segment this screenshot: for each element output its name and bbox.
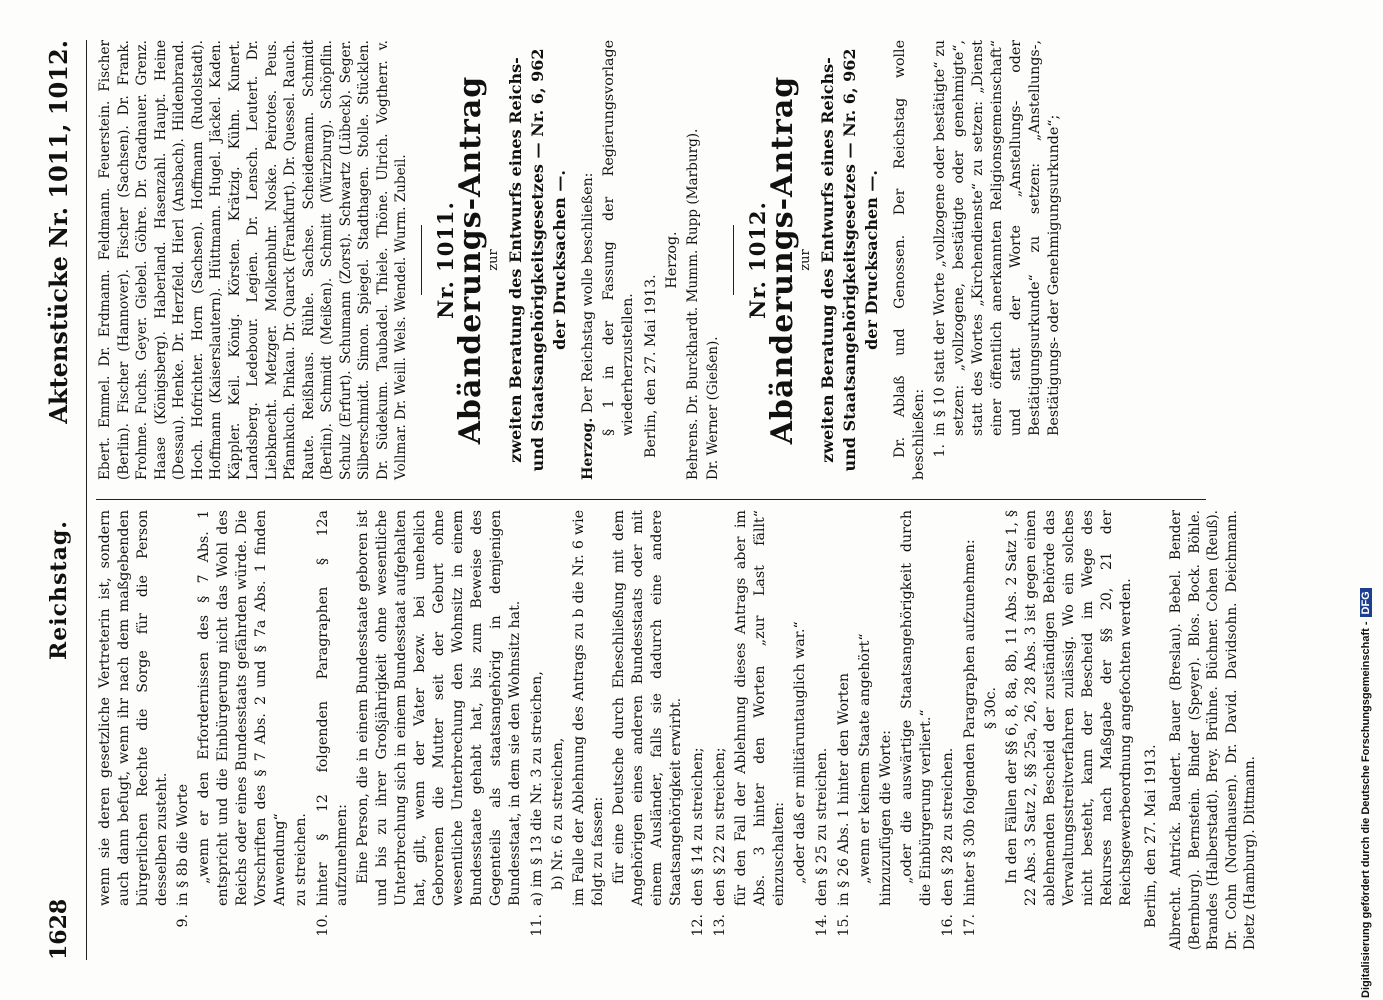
motion-text: Dr. Ablaß und Genossen. Der Reichstag wolle beschließen: bbox=[891, 40, 927, 480]
motion-sig-line-2: Dr. Werner (Gießen). bbox=[705, 336, 721, 480]
motion-subject: zweiten Beratung des Entwurfs eines Reichs- und Staatsangehörigkeitsgesetzes — Nr. 6, 962 der Drucksachen —. bbox=[817, 48, 881, 472]
motion-number: Nr. 1012. bbox=[744, 201, 770, 319]
item-number: 12. bbox=[690, 914, 706, 937]
item-quote-2: „oder die auswärtige Staatsangehörigkeit durch die Einbürgerung verliert.“ bbox=[899, 510, 934, 906]
item-text: hinter § 30b folgenden Paragraphen aufzunehmen: bbox=[962, 539, 978, 906]
item-number: 9. bbox=[175, 914, 191, 928]
intro-text: wenn sie deren gesetzliche Vertreterin ist, sondern auch dann befugt, wenn ihr nach dem maßgebenden bürgerlichen Rechte die Sorge für die Person desselben zusteht. bbox=[97, 510, 170, 906]
column-divider bbox=[96, 499, 1206, 500]
signatures-left: Albrecht. Antrick. Baudert. Bauer (Breslau). Bebel. Bender (Bernburg). Bernstein. Binder (Speyer). Blos. Bock. Böhle. Brandes (Halberstadt). Brey. Brühne. Büchner. Cohen (Reuß). Dr. Cohn (Nordhausen). Dr. David. Davidsohn. Deichmann. Dietz (Hamburg). Dittmann. bbox=[1168, 510, 1258, 950]
item-11 bbox=[528, 510, 686, 950]
item-number: 17. bbox=[962, 914, 978, 937]
sidenote-text: Digitalisierung gefördert durch die Deutsche Forschungsgemeinschaft - bbox=[1360, 621, 1372, 998]
item-sub: b) Nr. 6 zu streichen, bbox=[550, 737, 566, 890]
item-paragraph: In den Fällen der §§ 6, 8, 8a, 8b, 11 Abs. 2 Satz 1, § 22 Abs. 3 Satz 2, §§ 25a, 26, 28 Abs. 3 ist gegen einen ablehnenden Bescheid der zuständigen Behörde das Verwaltungsstreitverfahren zulässig. Wo ein solches nicht besteht, kann der Bescheid im Wege des Rekurses nach Maßgabe der §§ 20, 21 der Reichsgewerbeordnung angefochten werden. bbox=[1004, 510, 1134, 906]
motion-title: Abänderungs-Antrag bbox=[764, 75, 800, 445]
section-rule bbox=[421, 225, 422, 295]
motion-title: Abänderungs-Antrag bbox=[452, 75, 488, 445]
right-column bbox=[96, 40, 1067, 480]
section-title: Reichstag. bbox=[46, 520, 72, 660]
item-after: zu streichen. bbox=[293, 813, 309, 906]
item-text: in § 8b die Worte bbox=[175, 784, 191, 906]
item-number: 13. bbox=[712, 914, 728, 937]
item-text: den § 28 zu streichen. bbox=[940, 747, 956, 906]
left-column bbox=[96, 510, 1262, 950]
motion-1011 bbox=[432, 40, 723, 480]
motion-number: Nr. 1011. bbox=[432, 201, 458, 319]
paragraph-heading: § 30c. bbox=[983, 686, 999, 730]
item-text: in § 10 statt der Worte „vollzogene oder bestätigte“ zu setzen: „vollzogene, bestätigte oder genehmigte“, statt des Wortes „Kirchendienste“ zu setzen: „Dienst einer öffentlich anerkannten Religionsgemeinschaft“ und statt der Worte „Anstellungs- oder Bestätigungsurkunde“ zu setzen: „Anstellungs-, Bestätigungs- oder Genehmigungsurkunde“; bbox=[931, 40, 1062, 436]
motion-date: Berlin, den 27. Mai 1913. bbox=[642, 274, 659, 458]
item-quote: „wenn er den Erfordernissen des § 7 Abs. 1 entspricht und die Einbürgerung nicht das Wohl des Reichs oder eines Bundesstaats gefährden würde. Die Vorschriften des § 7 Abs. 2 und § 7a Abs. 1 finden Anwendung“ bbox=[196, 510, 288, 906]
date-line: Berlin, den 27. Mai 1913. bbox=[1143, 744, 1159, 928]
page-number: 1628 bbox=[46, 898, 72, 960]
header-rule bbox=[86, 40, 87, 960]
item-number: 1. bbox=[931, 444, 948, 458]
item-number: 14. bbox=[814, 914, 830, 937]
item-number: 10. bbox=[315, 914, 331, 937]
item-paragraph: für den Fall der Ablehnung dieses Antrags aber im Abs. 3 hinter den Worten „zur Last fällt“ einzuschalten: bbox=[733, 510, 787, 906]
motion-zur: zur bbox=[485, 249, 501, 271]
item-16 bbox=[939, 510, 958, 950]
motion-item bbox=[931, 40, 1064, 480]
item-paragraph: Eine Person, die in einem Bundesstaate geboren ist und bis zu ihrer Großjährigkeit ohne wesentliche Unterbrechung sich in einem Bundesstaat aufgehalten hat, gilt, wenn der Vater bezw. bei unehelich Geborenen die Mutter seit der Geburt ohne wesentliche Unterbrechung den Wohnsitz in einem Bundesstaate gehabt hat, bis zum Beweise des Gegenteils als staatsangehörig in demjenigen Bundesstaat, in dem sie den Wohnsitz hat. bbox=[355, 510, 523, 906]
item-paragraph-2: für eine Deutsche durch Eheschließung mit dem Angehörigen eines anderen Bundesstaats oder mit einem Ausländer, falls sie dadurch eine andere Staatsangehörigkeit erwirbt. bbox=[611, 510, 684, 906]
motion-text: Der Reichstag wolle beschließen: bbox=[579, 172, 596, 414]
item-text: den § 22 zu streichen; bbox=[712, 747, 728, 906]
dfg-sidenote bbox=[1360, 8, 1372, 998]
document-title: Aktenstücke Nr. 1011, 1012. bbox=[44, 40, 73, 424]
item-text: den § 25 zu streichen. bbox=[814, 747, 830, 906]
motion-item: § 1 in der Fassung der Regierungsvorlage wiederherzustellen. bbox=[600, 40, 636, 436]
motion-1012 bbox=[744, 40, 1064, 480]
item-quote: „oder daß er militäruntauglich war.“ bbox=[792, 621, 808, 884]
item-9 bbox=[174, 510, 311, 950]
item-text: hinter § 12 folgenden Paragraphen § 12a aufzunehmen: bbox=[315, 510, 350, 906]
section-rule-2 bbox=[733, 225, 734, 295]
item-14 bbox=[813, 510, 832, 950]
dfg-logo: DFG bbox=[1360, 588, 1372, 617]
item-after: hinzuzufügen die Worte: bbox=[878, 730, 894, 906]
signatures-right: Ebert. Emmel. Dr. Erdmann. Feldmann. Feuerstein. Fischer (Berlin). Fischer (Hannover). Fischer (Sachsen). Dr. Frank. Frohme. Fuchs. Geyer. Giebel. Göhre. Dr. Gradnauer. Grenz. Haase (Königsberg). Haberland. Hasenzahl. Haupt. Heine (Dessau). Henke. Dr. Herzfeld. Hierl (Ansbach). Hildenbrand. Hoch. Hofrichter. Horn (Sachsen). Hoffmann (Rudolstadt). Hoffmann (Kaiserslautern). Hüttmann. Hugel. Jäckel. Kaden. Käppler. Keil. König. Körsten. Krätzig. Kühn. Kunert. Landsberg. Ledebour. Legien. Dr. Lensch. Leutert. Dr. Liebknecht. Metzger. Molkenbuhr. Noske. Peirotes. Peus. Pfannkuch. Pinkau. Dr. Quarck (Frankfurt). Dr. Quessel. Rauch. Raute. Reißhaus. Rühle. Sachse. Scheidemann. Schmidt (Berlin). Schmidt (Meißen). Schmitt (Würzburg). Schöpflin. Schulz (Erfurt). Schumann (Zorst). Schwartz (Lübeck). Seger. Silberschmidt. Simon. Spiegel. Stadthagen. Stolle. Stücklen. Dr. Südekum. Taubadel. Thiele. Thöne. Ulrich. Vogtherr. v. Vollmar. Dr. Weill. Wels. Wendel. Wurm. Zubeil. bbox=[97, 40, 409, 480]
item-paragraph: im Falle der Ablehnung des Antrags zu b die Nr. 6 wie folgt zu fassen: bbox=[571, 510, 606, 906]
item-15 bbox=[835, 510, 936, 950]
page-header bbox=[40, 40, 80, 960]
item-13 bbox=[711, 510, 810, 950]
motion-sig-line: Behrens. Dr. Burckhardt. Mumm. Rupp (Marburg). bbox=[684, 128, 701, 480]
item-10 bbox=[314, 510, 525, 950]
item-quote: „wenn er keinem Staate angehört“ bbox=[857, 633, 873, 884]
item-text: den § 14 zu streichen; bbox=[690, 747, 706, 906]
motion-subject: zweiten Beratung des Entwurfs eines Reichs- und Staatsangehörigkeitsgesetzes — Nr. 6, 962 der Drucksachen —. bbox=[505, 48, 569, 472]
item-text: in § 26 Abs. 1 hinter den Worten bbox=[836, 672, 852, 906]
motion-mover: Herzog. bbox=[579, 417, 596, 480]
item-text: a) im § 13 die Nr. 3 zu streichen, bbox=[529, 671, 545, 906]
item-17 bbox=[961, 510, 1136, 950]
item-number: 16. bbox=[940, 914, 956, 937]
motion-zur: zur bbox=[797, 249, 813, 271]
item-number: 11. bbox=[529, 914, 545, 937]
motion-sig-center: Herzog. bbox=[663, 231, 680, 289]
item-number: 15. bbox=[836, 914, 852, 937]
item-12 bbox=[689, 510, 708, 950]
